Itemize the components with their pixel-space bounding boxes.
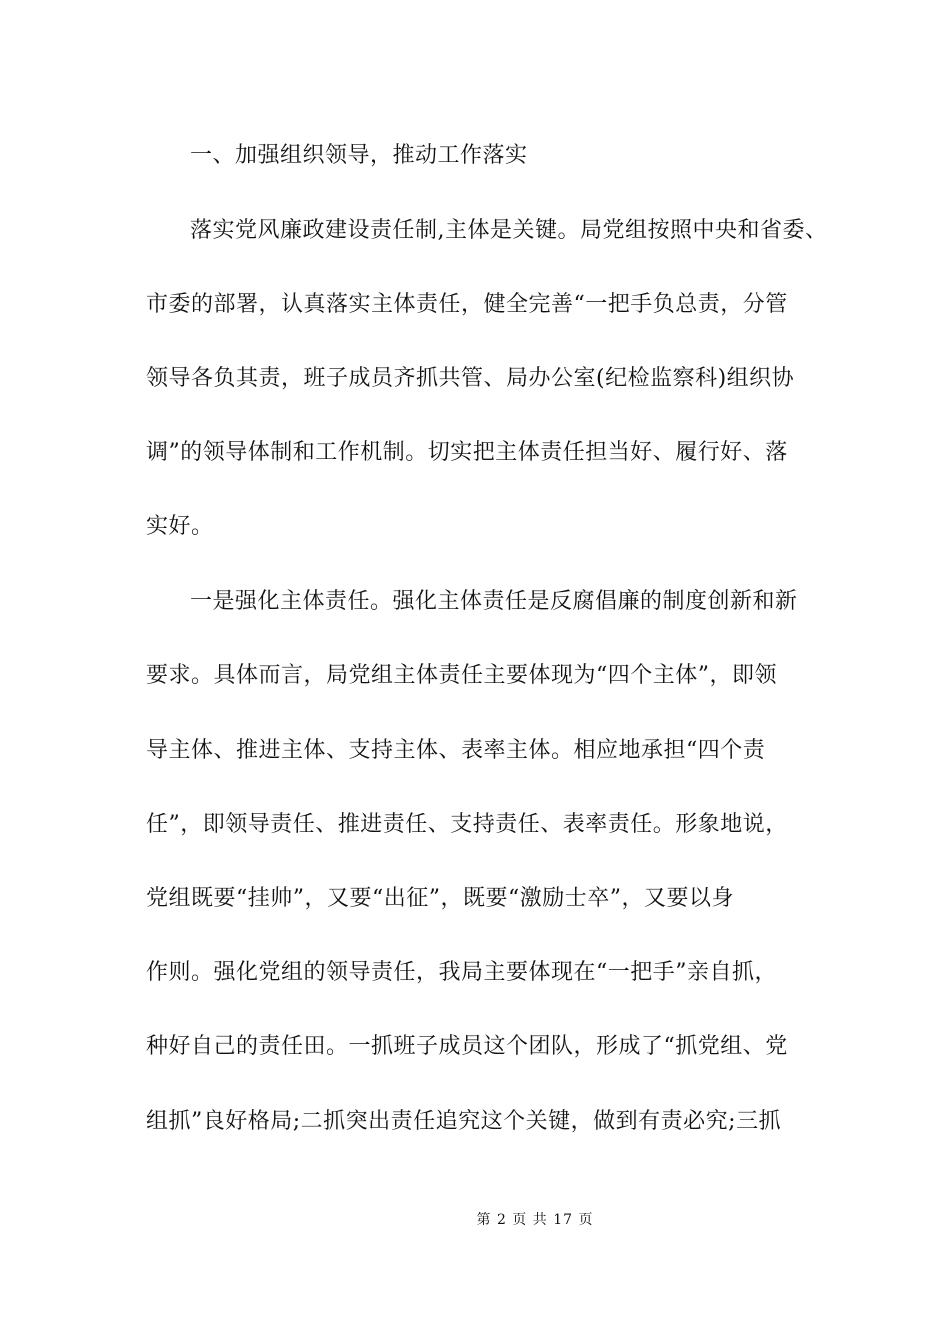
paragraph-2-line-6: 作则。强化党组的领导责任，我局主要体现在“一把手”亲自抓， <box>146 960 777 985</box>
paragraph-2-line-5: 党组既要“挂帅”，又要“出征”，既要“激励士卒”，又要以身 <box>146 886 734 911</box>
paragraph-2-line-3: 导主体、推进主体、支持主体、表率主体。相应地承担“四个责 <box>146 738 766 763</box>
paragraph-2-line-1: 一是强化主体责任。强化主体责任是反腐倡廉的制度创新和新 <box>190 589 798 614</box>
paragraph-1-line-2: 市委的部署，认真落实主体责任，健全完善“一把手负总责，分管 <box>146 292 788 317</box>
section-heading: 一、加强组织领导，推动工作落实 <box>190 143 528 168</box>
paragraph-2-line-2: 要求。具体而言，局党组主体责任主要体现为“四个主体”，即领 <box>146 663 777 688</box>
paragraph-2-line-4: 任”，即领导责任、推进责任、支持责任、表率责任。形象地说， <box>146 812 788 837</box>
paragraph-1-line-5: 实好。 <box>146 514 214 539</box>
paragraph-2-line-8: 组抓”良好格局;二抓突出责任追究这个关键，做到有责必究;三抓 <box>146 1109 782 1134</box>
page-number-footer: 第 2 页 共 17 页 <box>476 1212 594 1228</box>
paragraph-1-line-1: 落实党风廉政建设责任制,主体是关键。局党组按照中央和省委、 <box>190 218 828 243</box>
paragraph-1-line-3: 领导各负其责，班子成员齐抓共管、局办公室(纪检监察科)组织协 <box>146 366 795 391</box>
paragraph-1-line-4: 调”的领导体制和工作机制。切实把主体责任担当好、履行好、落 <box>146 440 788 465</box>
paragraph-2-line-7: 种好自己的责任田。一抓班子成员这个团队，形成了“抓党组、党 <box>146 1034 788 1059</box>
